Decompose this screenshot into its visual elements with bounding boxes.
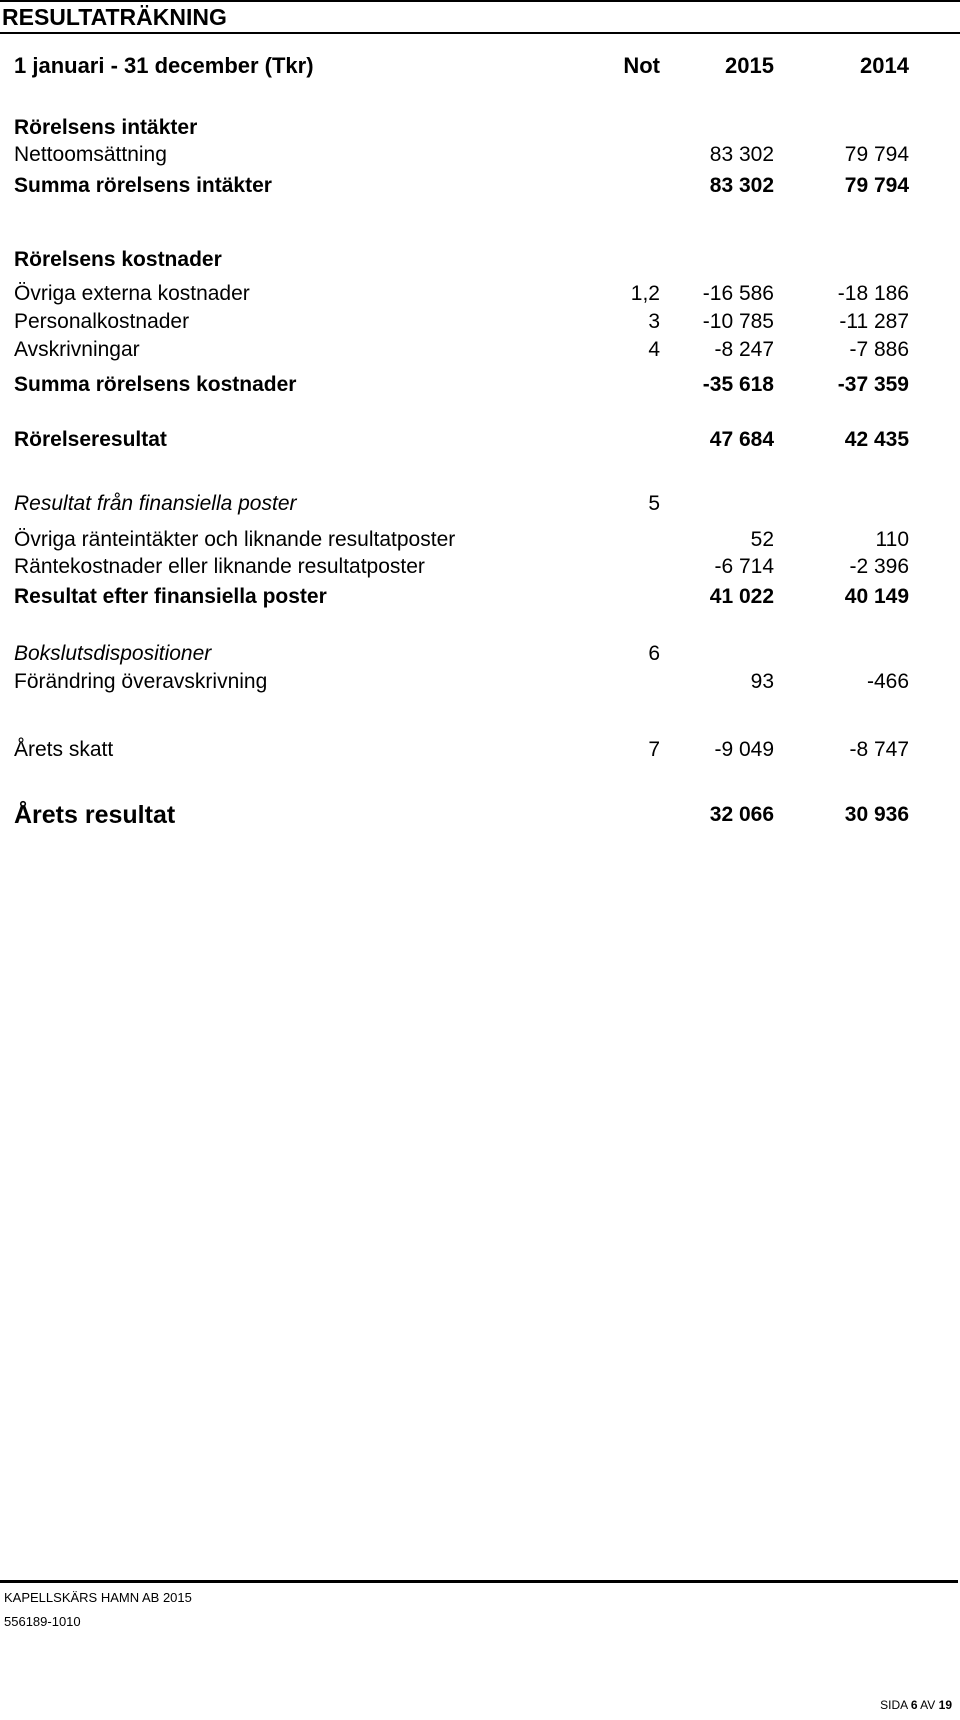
value-2015: -9 049 [714, 738, 774, 761]
note-ref: 6 [648, 642, 660, 665]
section-heading-appropriations [0, 640, 960, 668]
value-2014: 30 936 [844, 803, 909, 826]
note-ref: 4 [648, 338, 660, 361]
value-2015: 83 302 [709, 143, 774, 166]
value-2014: 40 149 [844, 585, 909, 608]
page-indicator [880, 1698, 952, 1712]
section-heading-financial-items [0, 490, 960, 518]
note-ref: 1,2 [630, 282, 660, 305]
period-label: 1 januari - 31 december (Tkr) [14, 53, 314, 78]
row-label: Summa rörelsens intäkter [14, 174, 272, 197]
value-2014: 79 794 [844, 143, 909, 166]
value-2014: -2 396 [849, 555, 909, 578]
net-result-row [0, 798, 960, 832]
value-2015: -35 618 [702, 373, 774, 396]
table-header-row [0, 52, 960, 80]
table-row [0, 280, 960, 308]
row-label: Rörelseresultat [14, 428, 167, 451]
table-row [0, 668, 960, 696]
note-column-header: Not [623, 53, 660, 78]
page-title: RESULTATRÄKNING [0, 0, 960, 34]
row-label: Bokslutsdispositioner [14, 642, 212, 665]
note-ref: 7 [648, 738, 660, 761]
footer-company-name: KAPELLSKÄRS HAMN AB 2015 [4, 1590, 192, 1605]
footer-org-number: 556189-1010 [4, 1614, 81, 1629]
value-2014: -37 359 [837, 373, 909, 396]
value-2014: -7 886 [849, 338, 909, 361]
subtotal-row [0, 371, 960, 399]
section-heading-operating-expenses [0, 246, 960, 274]
operating-result-row [0, 426, 960, 454]
value-2015: 83 302 [709, 174, 774, 197]
row-label: Årets skatt [14, 738, 114, 761]
row-label: Rörelsens intäkter [14, 116, 198, 139]
value-2014: -18 186 [837, 282, 909, 305]
value-2015: -16 586 [702, 282, 774, 305]
value-2015: 93 [750, 670, 774, 693]
value-2015: -6 714 [714, 555, 774, 578]
note-ref: 3 [648, 310, 660, 333]
value-2015: 47 684 [709, 428, 774, 451]
value-2014: 79 794 [844, 174, 909, 197]
row-label: Övriga ränteintäkter och liknande resultatposter [14, 528, 456, 551]
footer-divider [0, 1580, 958, 1583]
page-prefix: SIDA [880, 1698, 908, 1712]
value-2014: -8 747 [849, 738, 909, 761]
value-2014: -466 [866, 670, 909, 693]
year-2015-column-header: 2015 [725, 53, 774, 78]
table-row [0, 553, 960, 581]
table-row [0, 336, 960, 364]
table-row [0, 141, 960, 169]
value-2014: 110 [875, 528, 909, 551]
value-2015: 52 [750, 528, 774, 551]
value-2015: 32 066 [709, 803, 774, 826]
value-2014: 42 435 [844, 428, 909, 451]
value-2015: 41 022 [709, 585, 774, 608]
row-label: Summa rörelsens kostnader [14, 373, 297, 396]
row-label: Rörelsens kostnader [14, 248, 222, 271]
value-2015: -8 247 [714, 338, 774, 361]
year-2014-column-header: 2014 [860, 53, 909, 78]
row-label: Övriga externa kostnader [14, 282, 250, 305]
row-label: Räntekostnader eller liknande resultatposter [14, 555, 425, 578]
tax-row [0, 736, 960, 764]
note-ref: 5 [648, 492, 660, 515]
row-label: Avskrivningar [14, 338, 140, 361]
table-row [0, 526, 960, 554]
row-label: Förändring överavskrivning [14, 670, 268, 693]
page-total: 19 [938, 1698, 952, 1712]
value-2014: -11 287 [839, 310, 909, 333]
row-label: Resultat från finansiella poster [14, 492, 297, 515]
row-label: Personalkostnader [14, 310, 190, 333]
subtotal-row [0, 583, 960, 611]
value-2015: -10 785 [702, 310, 774, 333]
page-of: AV [920, 1698, 936, 1712]
row-label: Årets resultat [14, 801, 176, 829]
row-label: Resultat efter finansiella poster [14, 585, 327, 608]
row-label: Nettoomsättning [14, 143, 167, 166]
subtotal-row [0, 172, 960, 200]
page-current: 6 [910, 1698, 918, 1712]
section-heading-operating-income [0, 114, 960, 142]
table-row [0, 308, 960, 336]
